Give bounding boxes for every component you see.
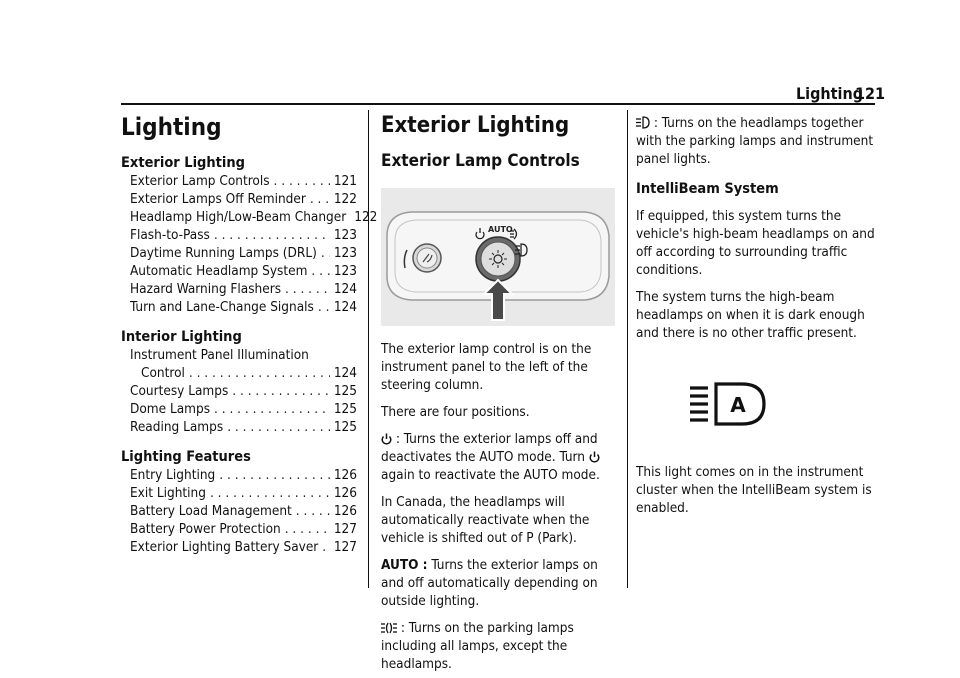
subsection-title: IntelliBeam System [636,181,779,197]
exterior-lighting-column [381,110,615,673]
toc-entry-continued[interactable]: Control . . . 124 [121,364,357,382]
paragraph: The exterior lamp control is on the instrument panel to the left of the steering column. [381,341,592,393]
intellibeam-indicator-icon [686,378,796,432]
toc-entry[interactable]: Dome Lamps . . . 125 [121,400,357,418]
toc-entry[interactable]: Flash-to-Pass . . . 123 [121,226,357,244]
page-number: 121 [855,84,886,103]
column-divider-2 [627,110,628,588]
headlamps-position-description: : Turns on the headlamps together with the parking lamps and instrument panel lights. [636,115,874,167]
toc-entry[interactable]: Hazard Warning Flashers . . . 124 [121,280,357,298]
column-divider-1 [368,110,369,588]
subsection-title: Exterior Lamp Controls [381,151,580,171]
headlamp-icon [636,116,650,129]
power-off-icon [381,433,392,445]
figure-auto-label: AUTO [488,225,513,234]
toc-section-title: Lighting Features [121,449,251,465]
toc-entry[interactable]: Automatic Headlamp System . . . 123 [121,262,357,280]
section-title: Exterior Lighting [381,113,570,138]
toc-title: Lighting [121,113,222,141]
paragraph: The system turns the high-beam headlamps on when it is dark enough and there is no other traffic present. [636,289,865,341]
toc-entry[interactable]: Exit Lighting . . . 126 [121,484,357,502]
toc-entry[interactable]: Reading Lamps . . . 125 [121,418,357,436]
indicator-letter: A [730,393,746,417]
power-off-icon [589,451,600,463]
toc-section-title: Interior Lighting [121,329,242,345]
toc-entry[interactable]: Instrument Panel Illumination [130,347,309,363]
toc-entry[interactable]: Daytime Running Lamps (DRL) . . . 123 [121,244,357,262]
parking-lamps-description: : Turns on the parking lamps including all lamps, except the headlamps. [381,620,574,672]
toc-entry[interactable]: Exterior Lighting Battery Saver . . . 127 [121,538,357,556]
auto-position-description: AUTO : Turns the exterior lamps on and off automatically depending on outside lighting. [381,557,598,609]
lamp-control-illustration [381,188,615,326]
paragraph: There are four positions. [381,404,530,420]
intellibeam-indicator [686,378,876,437]
toc-entry[interactable]: Exterior Lamps Off Reminder . . . 122 [121,190,357,208]
toc-entry[interactable]: Battery Load Management . . . 126 [121,502,357,520]
toc-entry[interactable]: Turn and Lane-Change Signals . . . 124 [121,298,357,316]
toc-entry[interactable]: Exterior Lamp Controls . . . 121 [121,172,357,190]
paragraph: This light comes on in the instrument cluster when the IntelliBeam system is enabled. [636,464,872,516]
parking-lamps-icon [381,622,397,634]
header-rule [121,103,875,105]
paragraph: In Canada, the headlamps will automatically reactivate when the vehicle is shifted out of P (Park). [381,494,590,546]
toc-entry[interactable]: Headlamp High/Low-Beam Changer 122 [130,209,378,225]
headlamps-column [636,110,876,517]
toc-section-title: Exterior Lighting [121,155,245,171]
toc-column [121,110,378,556]
off-position-description: : Turns the exterior lamps off and deactivates the AUTO mode. Turn again to reactivate the AUTO mode. [381,431,600,483]
toc-entry[interactable]: Entry Lighting . . . 126 [121,466,357,484]
toc-entry[interactable]: Courtesy Lamps . . . 125 [121,382,357,400]
paragraph: If equipped, this system turns the vehicle's high-beam headlamps on and off according to surrounding traffic conditions. [636,208,875,278]
toc-entry[interactable]: Battery Power Protection . . . 127 [121,520,357,538]
lamp-control-figure [381,188,615,326]
running-header-title: Lighting [796,84,864,103]
